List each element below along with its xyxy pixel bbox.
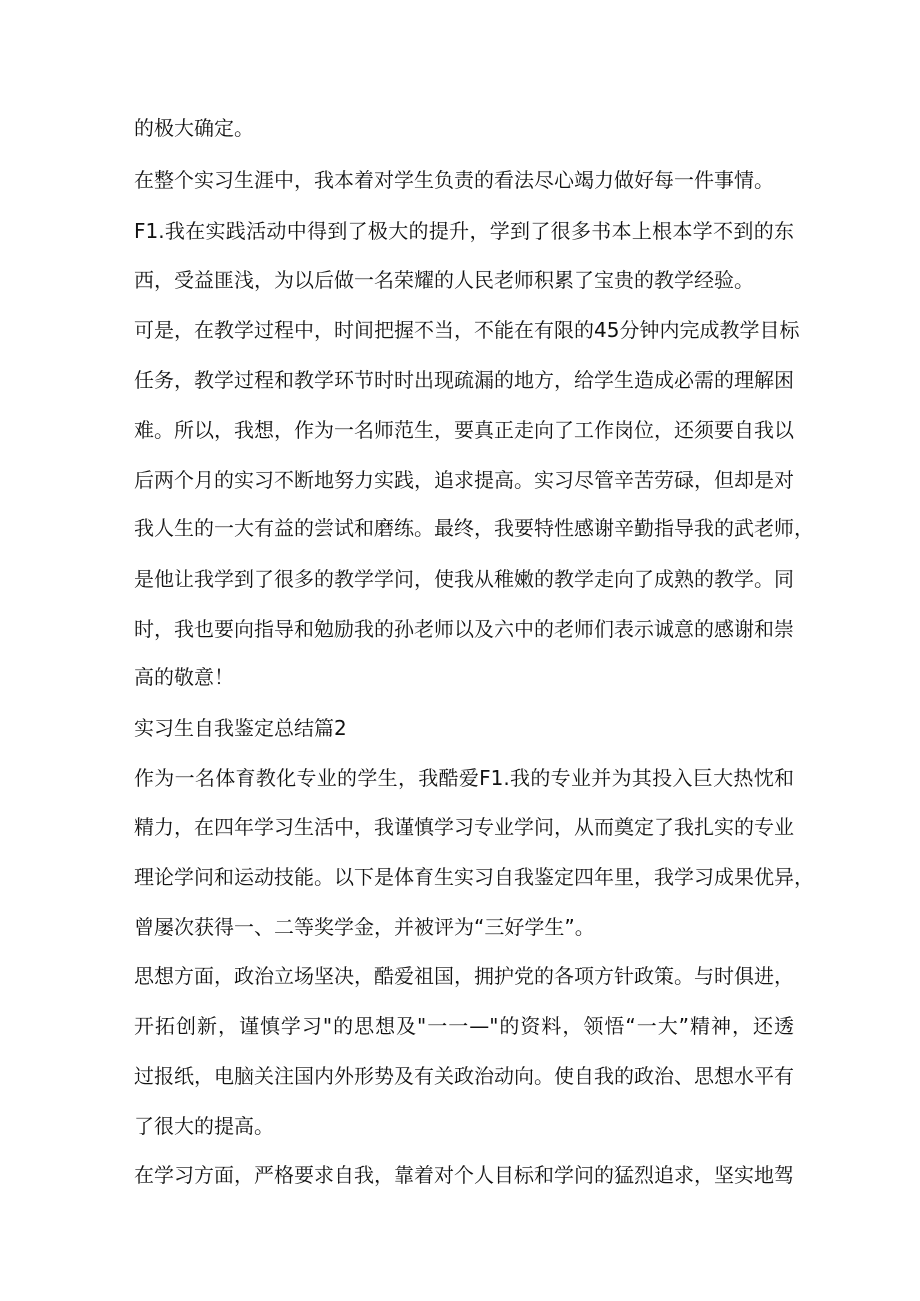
text-line: 过报纸，电脑关注国内外形势及有关政治动向。使自我的政治、思想水平有 <box>134 1064 794 1088</box>
text-line: 西，受益匪浅，为以后做一名荣耀的人民老师积累了宝贵的教学经验。 <box>134 268 754 292</box>
text-line: 时，我也要向指导和勉励我的孙老师以及六中的老师们表示诚意的感谢和崇 <box>134 617 794 641</box>
text-line: 作为一名体育教化专业的学生，我酷爱F1.我的专业并为其投入巨大热忱和 <box>134 766 794 790</box>
section-heading: 实习生自我鉴定总结篇2 <box>134 716 347 740</box>
text-line: 是他让我学到了很多的教学学问，使我从稚嫩的教学走向了成熟的教学。同 <box>134 567 794 591</box>
text-line: 可是，在教学过程中，时间把握不当，不能在有限的45分钟内完成教学目标 <box>134 318 800 342</box>
text-line: 高的敬意！ <box>134 665 234 689</box>
text-line: 的极大确定。 <box>134 116 254 140</box>
text-line: 曾屡次获得一、二等奖学金，并被评为“三好学生”。 <box>134 915 595 939</box>
text-line: 精力，在四年学习生活中，我谨慎学习专业学问，从而奠定了我扎实的专业 <box>134 815 794 839</box>
text-line: 在整个实习生涯中，我本着对学生负责的看法尽心竭力做好每一件事情。 <box>134 168 774 192</box>
text-line: F1.我在实践活动中得到了极大的提升，学到了很多书本上根本学不到的东 <box>134 219 794 243</box>
text-line: 难。所以，我想，作为一名师范生，要真正走向了工作岗位，还须要自我以 <box>134 418 794 442</box>
text-line: 理论学问和运动技能。以下是体育生实习自我鉴定四年里，我学习成果优异， <box>134 865 814 889</box>
text-line: 在学习方面，严格要求自我，靠着对个人目标和学问的猛烈追求，坚实地驾 <box>134 1163 794 1187</box>
text-line: 后两个月的实习不断地努力实践，追求提高。实习尽管辛苦劳碌，但却是对 <box>134 468 794 492</box>
text-line: 我人生的一大有益的尝试和磨练。最终，我要特性感谢辛勤指导我的武老师， <box>134 516 814 540</box>
text-line: 开拓创新，谨慎学习"的思想及"一一—"的资料，领悟“一大”精神，还透 <box>134 1014 794 1038</box>
text-line: 思想方面，政治立场坚决，酷爱祖国，拥护党的各项方针政策。与时俱进， <box>134 964 794 988</box>
text-line: 任务，教学过程和教学环节时时出现疏漏的地方，给学生造成必需的理解困 <box>134 368 794 392</box>
text-line: 了很大的提高。 <box>134 1114 274 1138</box>
